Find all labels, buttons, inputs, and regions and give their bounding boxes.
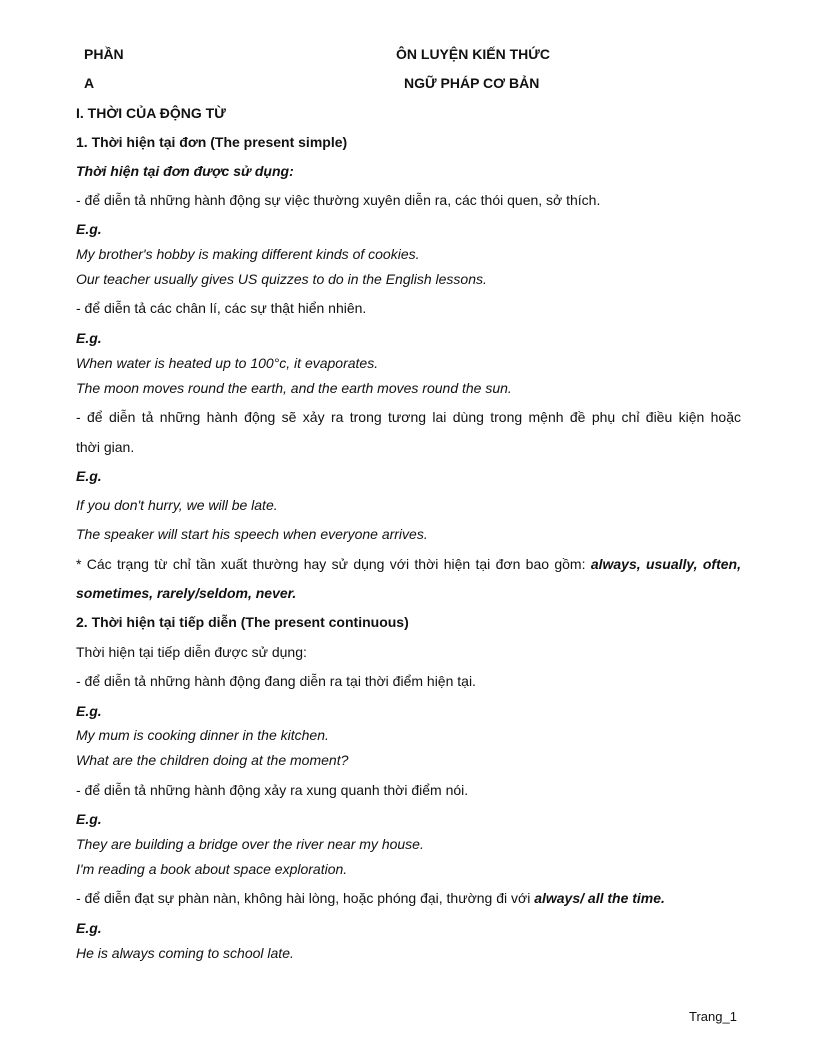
present-simple-use2: - để diễn tả các chân lí, các sự thật hiển nhiên. (76, 300, 367, 316)
present-simple-use1: - để diễn tả những hành động sự việc thường xuyên diễn ra, các thói quen, sở thích. (76, 192, 601, 208)
present-continuous-eg3-label: E.g. (76, 920, 102, 936)
present-continuous-eg3-a: He is always coming to school late. (76, 945, 294, 961)
present-continuous-eg1-label: E.g. (76, 703, 102, 719)
present-simple-adverbs-line1 (76, 555, 741, 573)
page-number: Trang_1 (689, 1009, 737, 1024)
part-word: PHẦN (84, 46, 124, 62)
present-simple-eg3-b: The speaker will start his speech when everyone arrives. (76, 526, 428, 542)
present-continuous-heading: 2. Thời hiện tại tiếp diễn (The present continuous) (76, 614, 409, 630)
present-simple-use3-line2: thời gian. (76, 439, 135, 455)
header-title-line1: ÔN LUYỆN KIẾN THỨC (396, 46, 550, 62)
present-continuous-use3-text: - để diễn đạt sự phàn nàn, không hài lòng, hoặc phóng đại, thường đi với (76, 890, 535, 906)
present-continuous-use3 (76, 889, 665, 907)
present-simple-eg2-label: E.g. (76, 330, 102, 346)
present-simple-eg1-a: My brother's hobby is making different kinds of cookies. (76, 246, 420, 262)
present-simple-heading: 1. Thời hiện tại đơn (The present simple) (76, 134, 348, 150)
present-continuous-eg1-b: What are the children doing at the moment? (76, 752, 349, 768)
present-simple-eg3-a: If you don't hurry, we will be late. (76, 497, 278, 513)
present-simple-eg1-b: Our teacher usually gives US quizzes to do in the English lessons. (76, 271, 487, 287)
section-title: I. THỜI CỦA ĐỘNG TỪ (76, 105, 226, 121)
present-simple-eg2-a: When water is heated up to 100°c, it evaporates. (76, 355, 379, 371)
present-continuous-eg2-a: They are building a bridge over the river near my house. (76, 836, 424, 852)
present-continuous-eg2-label: E.g. (76, 811, 102, 827)
present-simple-eg1-label: E.g. (76, 221, 102, 237)
present-continuous-use1: - để diễn tả những hành động đang diễn ra tại thời điểm hiện tại. (76, 673, 476, 689)
present-continuous-use2: - để diễn tả những hành động xảy ra xung quanh thời điểm nói. (76, 782, 469, 798)
present-simple-usage-intro: Thời hiện tại đơn được sử dụng: (76, 163, 294, 179)
present-simple-eg2-b: The moon moves round the earth, and the earth moves round the sun. (76, 380, 512, 396)
header-title-line2: NGỮ PHÁP CƠ BẢN (404, 75, 540, 91)
present-simple-eg3-label: E.g. (76, 468, 102, 484)
present-continuous-eg1-a: My mum is cooking dinner in the kitchen. (76, 727, 329, 743)
adverbs-intro-text: * Các trạng từ chỉ tần xuất thường hay sử dụng với thời hiện tại đơn bao gồm: (76, 556, 591, 572)
adverbs-list-part2: sometimes, rarely/seldom, never. (76, 585, 297, 601)
present-continuous-use3-emph: always/ all the time. (534, 890, 665, 906)
part-letter: A (84, 75, 95, 91)
present-continuous-eg2-b: I'm reading a book about space exploration. (76, 861, 348, 877)
present-simple-use3-line1: - để diễn tả những hành động sẽ xảy ra trong tương lai dùng trong mệnh đề phụ chỉ điều kiện hoặc (76, 409, 741, 425)
present-continuous-usage-intro: Thời hiện tại tiếp diễn được sử dụng: (76, 644, 307, 660)
adverbs-list-part1: always, usually, often, (590, 556, 741, 572)
